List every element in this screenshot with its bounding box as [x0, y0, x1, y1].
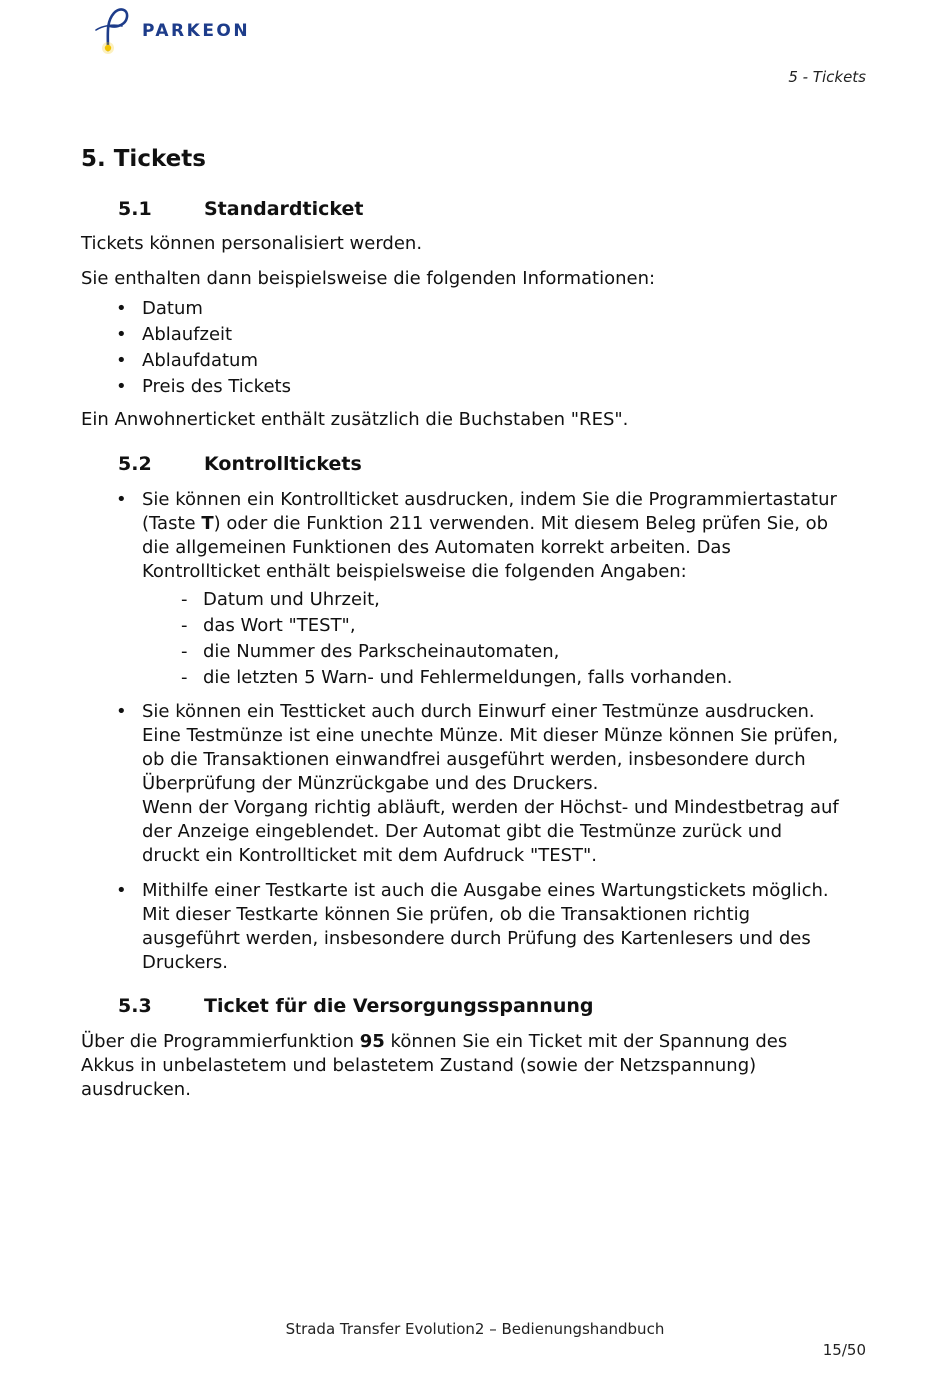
dash-item: - die letzten 5 Warn- und Fehlermeldungen, falls vorhanden.	[203, 665, 733, 691]
bullet-item-kontrollticket	[142, 488, 872, 584]
section-heading-5-1	[118, 198, 363, 220]
running-header: 5 - Tickets	[788, 68, 866, 86]
text-line: Druckers.	[142, 952, 228, 973]
text-line: • Sie können ein Kontrollticket ausdrucken, indem Sie die Programmiertastatur	[142, 489, 837, 510]
bullet-item: • Ablaufdatum	[142, 349, 872, 373]
bullet-item: • Preis des Tickets	[142, 375, 872, 399]
section-number: 5.1	[118, 198, 152, 220]
text-line: der Anzeige eingeblendet. Der Automat gibt die Testmünze zurück und	[142, 821, 783, 842]
parkeon-logo-icon	[92, 4, 140, 56]
text-line: druckt ein Kontrollticket mit dem Aufdruck "TEST".	[142, 845, 598, 866]
text-line: ob die Transaktionen einwandfrei ausgeführt werden, insbesondere durch	[142, 749, 806, 770]
text-line: ausgeführt werden, insbesondere durch Prüfung des Kartenlesers und des	[142, 928, 811, 949]
paragraph: Tickets können personalisiert werden.	[81, 233, 423, 254]
text-line: • Sie können ein Testticket auch durch Einwurf einer Testmünze ausdrucken.	[142, 701, 815, 722]
text-line: Überprüfung der Münzrückgabe und des Druckers.	[142, 773, 599, 794]
text-line: Wenn der Vorgang richtig abläuft, werden der Höchst- und Mindestbetrag auf	[142, 797, 839, 818]
section-heading-5-2	[118, 453, 362, 475]
text-line: (Taste T) oder die Funktion 211 verwenden. Mit diesem Beleg prüfen Sie, ob	[142, 513, 829, 534]
text-line: Über die Programmierfunktion 95 können Sie ein Ticket mit der Spannung des	[81, 1031, 788, 1052]
parkeon-logo	[92, 4, 282, 56]
text-line: Akkus in unbelastetem und belastetem Zustand (sowie der Netzspannung)	[81, 1055, 757, 1076]
text-line: Kontrollticket enthält beispielsweise die folgenden Angaben:	[142, 561, 687, 582]
section-title: Ticket für die Versorgungsspannung	[204, 995, 594, 1017]
key-label: T	[201, 513, 214, 534]
text-line: Mit dieser Testkarte können Sie prüfen, ob die Transaktionen richtig	[142, 904, 751, 925]
section-number: 5.2	[118, 453, 152, 475]
bullet-item: • Datum	[142, 297, 872, 321]
section-title: Standardticket	[204, 198, 364, 220]
bullet-item-testkarte	[142, 879, 872, 975]
section-number: 5.3	[118, 995, 152, 1017]
text-line: ausdrucken.	[81, 1079, 191, 1100]
section-title: Kontrolltickets	[204, 453, 362, 475]
section-heading-5-3	[118, 995, 594, 1017]
dash-item: - Datum und Uhrzeit,	[203, 587, 380, 613]
text-line: • Mithilfe einer Testkarte ist auch die Ausgabe eines Wartungstickets möglich.	[142, 880, 829, 901]
logo-wordmark: PARKEON	[142, 21, 251, 41]
page-number: 15/50	[822, 1341, 866, 1359]
chapter-title: 5. Tickets	[81, 146, 206, 172]
function-number: 95	[359, 1031, 385, 1052]
paragraph: Ein Anwohnerticket enthält zusätzlich die Buchstaben "RES".	[81, 409, 629, 430]
bullet-item: • Ablaufzeit	[142, 323, 872, 347]
dash-item: - das Wort "TEST",	[203, 613, 356, 639]
paragraph-versorgungsspannung	[81, 1030, 787, 1102]
paragraph: Sie enthalten dann beispielsweise die folgenden Informationen:	[81, 268, 656, 289]
footer-title: Strada Transfer Evolution2 – Bedienungshandbuch	[285, 1320, 665, 1338]
bullet-item-testmuenze	[142, 700, 872, 868]
text-line: die allgemeinen Funktionen des Automaten korrekt arbeiten. Das	[142, 537, 731, 558]
text-line: Eine Testmünze ist eine unechte Münze. Mit dieser Münze können Sie prüfen,	[142, 725, 839, 746]
dash-item: - die Nummer des Parkscheinautomaten,	[203, 639, 559, 665]
